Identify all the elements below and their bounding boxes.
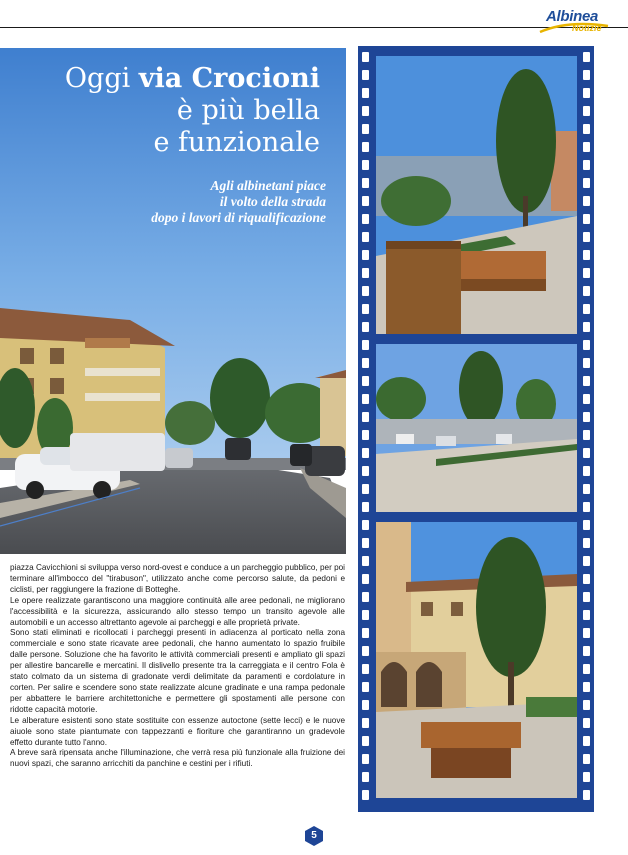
sprocket-hole	[362, 232, 369, 242]
sprocket-hole	[583, 772, 590, 782]
sprocket-hole	[583, 610, 590, 620]
sprocket-hole	[583, 196, 590, 206]
sprocket-hole	[583, 124, 590, 134]
sprocket-hole	[362, 772, 369, 782]
sprocket-hole	[583, 592, 590, 602]
sprocket-hole	[362, 142, 369, 152]
sprocket-hole	[362, 718, 369, 728]
street-trees-photo	[376, 344, 577, 512]
sprocket-hole	[583, 466, 590, 476]
hero-photo	[0, 48, 346, 554]
sprocket-hole	[583, 664, 590, 674]
title-bold: via Crocioni	[138, 63, 320, 94]
sprocket-hole	[583, 754, 590, 764]
header-rule	[0, 27, 628, 28]
logo-subtitle: Notizie	[572, 23, 602, 33]
article-body	[10, 563, 345, 770]
article-paragraph: Le opere realizzate garantiscono una maggiore continuità alle aree pedonali, ne migliorano l'accessibilità e la sicurezza, assicurando allo stesso tempo un transito agevole alle automobili e un accesso altrettanto agevole ai parcheggi e alle proprietà private.	[10, 595, 345, 627]
sprocket-hole	[362, 322, 369, 332]
sprocket-hole	[583, 502, 590, 512]
film-strip	[358, 46, 594, 812]
logo-title: Albinea	[546, 8, 599, 25]
sprocket-hole	[362, 700, 369, 710]
sprocket-hole	[583, 412, 590, 422]
sprocket-hole	[362, 214, 369, 224]
sprocket-hole	[583, 250, 590, 260]
sprocket-hole	[362, 538, 369, 548]
sprocket-hole	[362, 286, 369, 296]
sprocket-hole	[583, 160, 590, 170]
sprocket-hole	[362, 412, 369, 422]
sprocket-hole	[362, 304, 369, 314]
sprocket-hole	[362, 556, 369, 566]
article-subtitle	[151, 178, 326, 226]
sprocket-hole	[362, 646, 369, 656]
sprocket-hole	[362, 448, 369, 458]
sprocket-hole	[362, 394, 369, 404]
subtitle-line-1: Agli albinetani piace	[210, 178, 326, 193]
sprocket-hole	[583, 268, 590, 278]
sprocket-hole	[362, 340, 369, 350]
sprocket-hole	[583, 484, 590, 494]
sprocket-hole	[583, 790, 590, 800]
photo-frame-2	[376, 344, 577, 512]
sprocket-hole	[362, 358, 369, 368]
sprocket-hole	[362, 106, 369, 116]
sprocket-hole	[362, 502, 369, 512]
pedestrian-area-photo	[376, 56, 577, 334]
sprocket-hole	[583, 646, 590, 656]
sprocket-hole	[362, 466, 369, 476]
page-number: 5	[311, 830, 317, 841]
sprocket-hole	[362, 196, 369, 206]
sprocket-hole	[583, 718, 590, 728]
article-title	[65, 63, 320, 159]
sprocket-hole	[583, 376, 590, 386]
sprocket-hole	[362, 268, 369, 278]
sprocket-hole	[583, 286, 590, 296]
sprocket-hole	[583, 394, 590, 404]
sprocket-hole	[362, 592, 369, 602]
sprocket-hole	[362, 376, 369, 386]
sprocket-hole	[362, 88, 369, 98]
sprocket-hole	[583, 358, 590, 368]
title-regular: Oggi	[64, 63, 139, 94]
sprocket-hole	[583, 430, 590, 440]
sprocket-hole	[583, 340, 590, 350]
sprocket-hole	[583, 106, 590, 116]
sprocket-hole	[362, 628, 369, 638]
sprocket-hole	[362, 124, 369, 134]
subtitle-line-2: il volto della strada	[219, 194, 326, 209]
subtitle-line-3: dopo i lavori di riqualificazione	[151, 210, 326, 225]
sprocket-hole	[583, 520, 590, 530]
sprocket-hole	[362, 250, 369, 260]
sprocket-hole	[583, 70, 590, 80]
sprocket-hole	[583, 52, 590, 62]
sprocket-hole	[362, 682, 369, 692]
title-line-3: e funzionale	[153, 127, 320, 158]
photo-frame-1	[376, 56, 577, 334]
article-paragraph: Sono stati eliminati e ricollocati i parcheggi presenti in adiacenza al porticato nella zona commerciale e sono state ricavate aree pedonali, che hanno aumentato lo spazio fruibile dalle persone. Soluzione che ha favorito le attività commerciali presenti e ampliato gli spazi per allestire bancarelle e mercatini. Il dislivello presente tra la carreggiata e il centro Fola è stato colmato da un sistema di gradonate verdi delimitate da paramenti e cordolature in corten. Per salire e scendere sono state realizzate alcune gradinate e una rampa pedonale per abbattere le barriere architettoniche e permettere gli spostamenti alle persone con ridotte capacità motorie.	[10, 628, 345, 714]
sprocket-hole	[583, 556, 590, 566]
sprocket-hole	[583, 700, 590, 710]
sprocket-hole	[583, 736, 590, 746]
sprocket-hole	[362, 754, 369, 764]
sprocket-hole	[583, 574, 590, 584]
sprocket-hole	[362, 484, 369, 494]
sprocket-hole	[583, 178, 590, 188]
sprocket-hole	[362, 520, 369, 530]
sprocket-hole	[583, 448, 590, 458]
sprocket-hole	[583, 214, 590, 224]
sprocket-hole	[362, 664, 369, 674]
title-line-2: è più bella	[176, 95, 320, 126]
arcade-bench-photo	[376, 522, 577, 798]
sprocket-hole	[583, 142, 590, 152]
photo-frame-3	[376, 522, 577, 798]
sprocket-hole	[362, 736, 369, 746]
sprocket-hole	[362, 160, 369, 170]
sprocket-hole	[362, 790, 369, 800]
article-paragraph: A breve sarà ripensata anche l'illuminazione, che verrà resa più funzionale alla fruizione dei nuovi spazi, che saranno arricchiti da panchine e cestini per i rifiuti.	[10, 748, 345, 769]
sprocket-hole	[583, 88, 590, 98]
page-number-badge	[305, 826, 323, 846]
sprocket-hole	[362, 52, 369, 62]
sprocket-hole	[362, 70, 369, 80]
article-paragraph: piazza Cavicchioni si sviluppa verso nord-ovest e conduce a un parcheggio pubblico, per poi terminare all'imbocco del "tirabuson", utilizzato anche come percorso salute, da pedoni e ciclisti, per raggiungere la frazione di Botteghe.	[10, 563, 345, 594]
sprocket-hole	[362, 610, 369, 620]
sprocket-hole	[583, 304, 590, 314]
sprocket-hole	[362, 574, 369, 584]
sprocket-hole	[362, 178, 369, 188]
sprocket-hole	[583, 628, 590, 638]
sprocket-hole	[583, 232, 590, 242]
sprocket-hole	[362, 430, 369, 440]
article-paragraph: Le alberature esistenti sono state sostituite con essenze autoctone (sette lecci) e le nuove aiuole sono state piantumate con tappezzanti e fioriture che garantiranno un gradevole effetto durante tutto l'anno.	[10, 715, 345, 747]
sprocket-hole	[583, 322, 590, 332]
albinea-notizie-logo	[538, 6, 628, 36]
sprocket-hole	[583, 538, 590, 548]
sprocket-hole	[583, 682, 590, 692]
